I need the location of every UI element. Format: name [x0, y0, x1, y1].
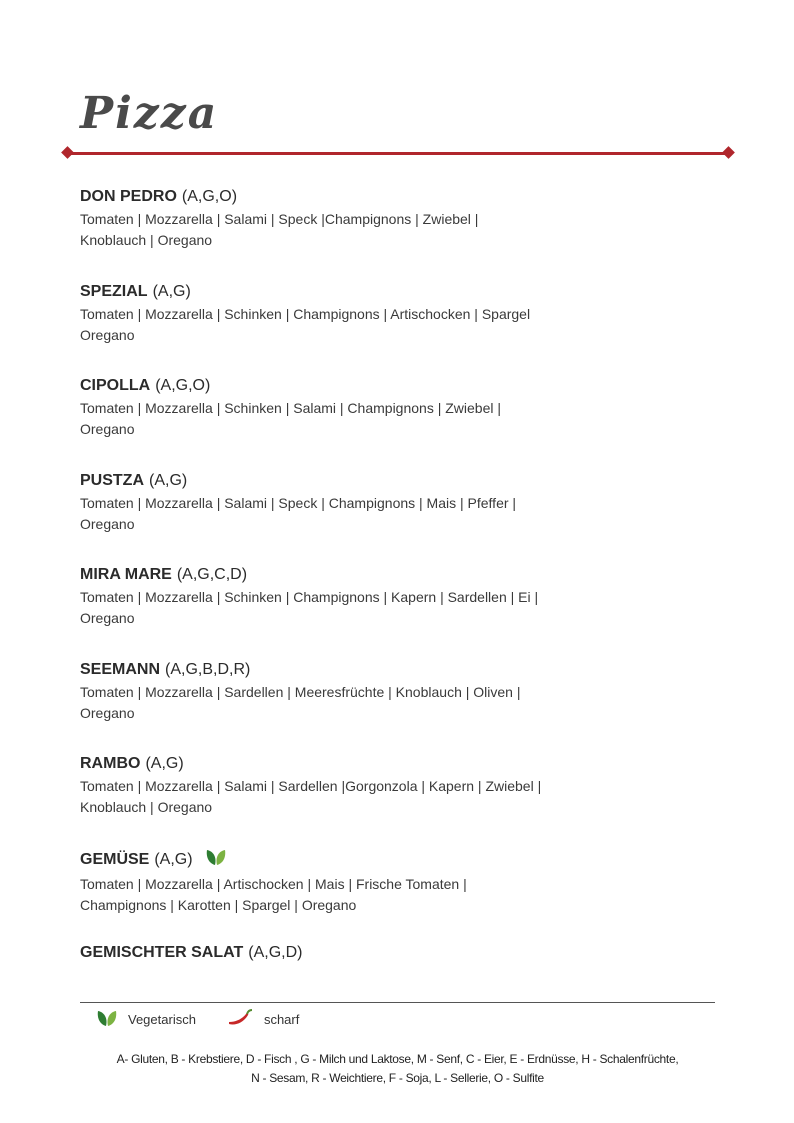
divider-diamond-right — [722, 146, 735, 159]
legend-spicy — [226, 1009, 299, 1030]
menu-item-description — [80, 587, 620, 629]
menu-item — [80, 564, 620, 659]
menu-item-title — [80, 470, 620, 492]
menu-item-description — [80, 493, 620, 535]
menu-item-name: RAMBO — [80, 755, 141, 772]
legend-spicy-label: scharf — [263, 1012, 300, 1027]
legend-vegetarian — [96, 1009, 196, 1030]
menu-item-allergens: (A,G) — [145, 755, 184, 772]
menu-item-name: MIRA MARE — [80, 566, 172, 583]
menu-item-allergens: (A,G) — [149, 471, 188, 489]
menu-item-description — [80, 304, 620, 346]
menu-item-allergens: (A,G) — [152, 282, 191, 300]
menu-item-description-line: Tomaten | Mozzarella | Artischocken | Mais | Frische Tomaten | — [80, 875, 467, 892]
menu-item-allergens: (A,G) — [154, 851, 193, 868]
menu-item-title — [80, 281, 620, 303]
menu-item-name: GEMÜSE — [80, 851, 150, 868]
menu-item — [80, 281, 620, 376]
menu-item-title — [80, 848, 620, 873]
menu-item-description-line: Tomaten | Mozzarella | Sardellen | Meeresfrüchte | Knoblauch | Oliven | — [80, 683, 521, 700]
menu-item — [80, 186, 620, 281]
menu-item-title — [80, 659, 620, 681]
menu-item-name: CIPOLLA — [80, 377, 151, 394]
leaf-icon — [205, 848, 227, 873]
menu-item-description — [80, 682, 620, 724]
menu-item-name: SEEMANN — [80, 660, 161, 678]
menu-item-description-line: Oregano — [80, 704, 135, 721]
allergen-note-line-2: N - Sesam, R - Weichtiere, F - Soja, L - Sellerie, O - Sulfite — [251, 1071, 544, 1085]
menu-item-name: GEMISCHTER SALAT — [80, 944, 244, 961]
menu-item — [80, 848, 620, 943]
menu-item-description — [80, 209, 620, 251]
menu-item — [80, 753, 620, 848]
menu-item-description-line: Tomaten | Mozzarella | Salami | Speck |Champignons | Zwiebel | — [80, 211, 479, 227]
menu-item — [80, 659, 620, 754]
leaf-icon — [96, 1009, 118, 1030]
menu-item-name: PUSTZA — [80, 471, 144, 489]
divider-line — [70, 152, 726, 155]
menu-item-allergens: (A,G,O) — [181, 188, 238, 205]
menu-item-title — [80, 942, 620, 964]
legend — [96, 1009, 299, 1030]
menu-item — [80, 375, 620, 470]
menu-item-description-line: Oregano — [80, 515, 135, 532]
chili-icon — [226, 1009, 254, 1030]
menu-item-allergens: (A,G,C,D) — [176, 566, 248, 583]
divider-diamond-left — [61, 146, 74, 159]
menu-item-description-line: Tomaten | Mozzarella | Schinken | Champignons | Kapern | Sardellen | Ei | — [80, 589, 539, 605]
menu-item-description-line: Tomaten | Mozzarella | Schinken | Salami | Champignons | Zwiebel | — [80, 400, 502, 416]
menu-item-title — [80, 186, 620, 208]
menu-item-description-line: Oregano — [80, 610, 135, 626]
menu-item-title — [80, 375, 620, 397]
page-title: Pizza — [80, 88, 219, 139]
menu-item-description — [80, 776, 620, 818]
menu-item-allergens: (A,G,O) — [155, 377, 211, 394]
menu-item-title — [80, 564, 620, 586]
menu-item-name: DON PEDRO — [80, 188, 177, 205]
menu-item-description-line: Knoblauch | Oregano — [80, 799, 213, 815]
menu-items — [80, 186, 620, 1037]
allergen-note-line-1: A- Gluten, B - Krebstiere, D - Fisch , G - Milch und Laktose, M - Senf, C - Eier, E - Erdnüsse, H - Schalenfrüchte, — [116, 1052, 679, 1066]
menu-item-name: SPEZIAL — [80, 282, 148, 300]
title-divider — [62, 147, 734, 159]
menu-item — [80, 470, 620, 565]
legend-vegetarian-label: Vegetarisch — [128, 1012, 196, 1027]
footer-divider — [80, 1002, 715, 1003]
menu-item-description-line: Tomaten | Mozzarella | Salami | Speck | Champignons | Mais | Pfeffer | — [80, 494, 517, 511]
menu-item-description — [80, 398, 620, 440]
menu-item-description-line: Knoblauch | Oregano — [80, 232, 213, 248]
menu-item-description — [80, 874, 620, 916]
menu-item-description-line: Tomaten | Mozzarella | Schinken | Champignons | Artischocken | Spargel — [80, 305, 531, 322]
menu-item-allergens: (A,G,B,D,R) — [165, 660, 251, 678]
menu-item-title — [80, 753, 620, 775]
menu-item-description-line: Oregano — [80, 421, 135, 437]
menu-item-description-line: Oregano — [80, 326, 135, 343]
menu-item-allergens: (A,G,D) — [248, 944, 303, 961]
menu-item-description-line: Tomaten | Mozzarella | Salami | Sardellen |Gorgonzola | Kapern | Zwiebel | — [80, 778, 542, 794]
allergen-note — [80, 1050, 715, 1088]
menu-item-description-line: Champignons | Karotten | Spargel | Oregano — [80, 896, 357, 913]
